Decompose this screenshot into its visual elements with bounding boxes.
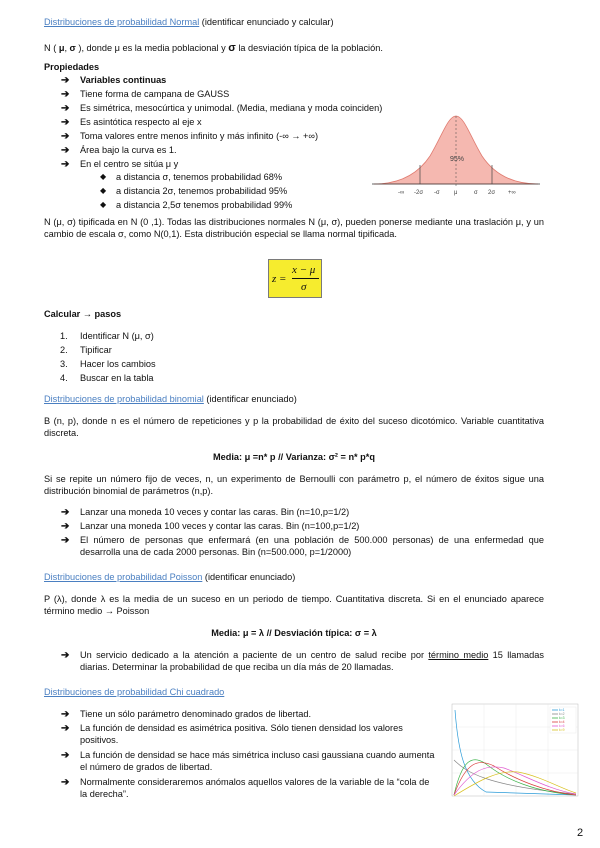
poisson-heading: Distribuciones de probabilidad Poisson (identificar enunciado) — [44, 572, 296, 582]
poisson-media-desviacion: Media: μ = λ // Desviación típica: σ = λ — [211, 628, 377, 638]
step-item: Hacer los cambios — [80, 359, 156, 369]
step-item: Identificar N (μ, σ) — [80, 331, 154, 341]
normal-heading-link[interactable]: Distribuciones de probabilidad Normal — [44, 17, 200, 27]
binomial-example-item: Lanzar una moneda 10 veces y contar las caras. Bin (n=10,p=1/2) — [80, 507, 350, 517]
binomial-bernoulli-paragraph: Si se repite un número fijo de veces, n, un experimento de Bernoulli con parámetro p, el número de éxitos sigue una distribución binomial de parámetros (n,p). — [44, 474, 544, 496]
property-item: Tiene forma de campana de GAUSS — [80, 89, 230, 99]
chi-legend — [550, 707, 576, 733]
arrow-icon: ➔ — [61, 507, 70, 518]
chi-item: La función de densidad es asimétrica positiva. Sólo tienen densidad los valores positivos. — [80, 723, 403, 745]
svg-text:k=6: k=6 — [559, 724, 565, 729]
arrow-icon: ➔ — [61, 650, 70, 661]
curve-axis-label: σ — [474, 190, 478, 196]
chi-item: Normalmente consideraremos anómalos aquellos valores de la variable de la “cola de la derecha”. — [80, 777, 430, 799]
arrow-icon: ➔ — [61, 521, 70, 532]
binomial-example-item: El número de personas que enfermará (en una población de 500.000 personas) de una enfermedad que desarrolla una de cada 2000 personas. Bin (n=500.000, p=1/2000) — [80, 535, 544, 557]
normal-heading: Distribuciones de probabilidad Normal (identificar enunciado y calcular) — [44, 17, 334, 27]
arrow-icon: ➔ — [61, 117, 70, 128]
curve-axis-label: +∞ — [508, 190, 516, 196]
arrow-icon: ➔ — [61, 535, 70, 546]
poisson-heading-link[interactable]: Distribuciones de probabilidad Poisson — [44, 572, 203, 582]
curve-label-95: 95% — [450, 156, 465, 163]
normal-curve-figure — [370, 108, 542, 198]
binomial-example-item: Lanzar una moneda 100 veces y contar las caras. Bin (n=100,p=1/2) — [80, 521, 360, 531]
curve-axis-label: -2σ — [414, 190, 424, 196]
chi-heading-link[interactable]: Distribuciones de probabilidad Chi cuadrado — [44, 687, 225, 697]
sub-property-item: a distancia σ, tenemos probabilidad 68% — [116, 172, 283, 182]
chi-square-figure — [446, 700, 582, 802]
svg-text:k=1: k=1 — [559, 708, 565, 713]
sub-property-item: a distancia 2σ, tenemos probabilidad 95% — [116, 186, 288, 196]
arrow-icon: ➔ — [61, 723, 70, 734]
arrow-icon: ➔ — [61, 750, 70, 761]
normal-definition: N ( μ, σ ), donde μ es la media poblacional y σ la desviación típica de la población. — [44, 42, 383, 54]
curve-axis-label: -∞ — [398, 190, 405, 196]
svg-text:k=4: k=4 — [559, 720, 565, 725]
step-item: Tipificar — [80, 345, 112, 355]
property-item: Es simétrica, mesocúrtica y unimodal. (Media, mediana y moda coinciden) — [80, 103, 383, 113]
property-item: Toma valores entre menos infinito y más infinito (-∞ → +∞) — [80, 131, 319, 141]
sub-property-item: a distancia 2,5σ tenemos probabilidad 99% — [116, 200, 293, 210]
binomial-definition: B (n, p), donde n es el número de repeticiones y p la probabilidad de éxito del suceso dicotómico. Variable cuantitativa discreta. — [44, 416, 544, 438]
arrow-icon: ➔ — [61, 159, 70, 170]
tipificada-paragraph: N (μ, σ) tipificada en N (0 ,1). Todas las distribuciones normales N (μ, σ), pueden ponerse mediante una traslación μ, y un cambio de escala σ, como N(0,1). Esta distribución especial se llama normal tipificada. — [44, 217, 544, 239]
document-page: Distribuciones de probabilidad Normal (identificar enunciado y calcular) N ( μ, σ ), donde μ es la media poblacional y σ la desviación típica de la población. Propiedades ➔ Variables continuas ➔ Tiene forma de campana de GAUSS ➔ Es simétrica, mesocúrtica y unimodal. (Media, mediana y moda coinciden) ➔ Es asintótica respecto al eje x ➔ Toma valores entre menos infinito y más infinito (-∞ → +∞) ➔ Área bajo la curva es 1. ➔ En el centro se sitúa μ y ◆ a distancia σ, tenemos probabilidad 68% ◆ a distancia 2σ, tenemos probabilidad 95% ◆ a distancia 2,5σ tenemos probabilidad 99% 95% -∞ -2σ -σ μ σ 2σ +∞ N (μ, σ) tipificada en N (0 ,1). Todas las distribuciones normales N (μ, σ), pueden ponerse mediante una traslación μ, y un cambio de escala σ, como N(0,1). Esta distribución especial se llama normal tipificada. z = x − μ σ Calcular → pasos 1. Identificar N (μ, σ) 2. Tipificar 3. Hacer los cambios 4. Buscar en la tabla Distribuciones de probabilidad binomial (identificar enunciado) B (n, p), donde n es el número de repeticiones y p la probabilidad de éxito del suceso dicotómico. Variable cuantitativa discreta. Media: μ =n* p // Varianza: σ² = n* p*q Si se repite un número fijo de veces, n, un experimento de Bernoulli con parámetro p, el número de éxitos sigue una distribución binomial de parámetros (n,p). ➔ Lanzar una moneda 10 veces y contar las caras. Bin (n=10,p=1/2) ➔ Lanzar una moneda 100 veces y contar las caras. Bin (n=100,p=1/2) ➔ El número de personas que enfermará (en una población de 500.000 personas) de una enfermedad que desarrolla una de cada 2000 personas. Bin (n=500.000, p=1/2000) Distribuciones de probabilidad Poisson (identificar enunciado) P (λ), donde λ es la media de un suceso en un periodo de tiempo. Cuantitativa discreta. Si en el enunciado aparece término medio → Poisson Media: μ = λ // Desviación típica: σ = λ ➔ Un servicio dedicado a la atención a paciente de un centro de salud recibe por término medio 15 llamadas diarias. Determinar la probabilidad de que reciba un día más de 20 llamadas. Distribuciones de probabilidad Chi cuadrado ➔ Tiene un sólo parámetro denominado grados de libertad. ➔ La función de densidad es asimétrica positiva. Sólo tienen densidad los valores positivos. ➔ La función de densidad se hace más simétrica incluso casi gaussiana cuando aumenta el número de grados de libertad. ➔ Normalmente consideraremos anómalos aquellos valores de la variable de la “cola de la derecha”. k=1 k=2 k=3 k=4 k=6 k=9 2 — [44, 17, 584, 839]
arrow-icon: ➔ — [61, 709, 70, 720]
page-number: 2 — [577, 827, 584, 839]
poisson-example: Un servicio dedicado a la atención a paciente de un centro de salud recibe por término medio 15 llamadas diarias. Determinar la probabilidad de que reciba un día más de 20 llamadas. — [80, 650, 544, 672]
arrow-icon: ➔ — [61, 131, 70, 142]
svg-text:k=3: k=3 — [559, 716, 565, 721]
diamond-bullet-icon: ◆ — [100, 200, 107, 209]
arrow-icon: ➔ — [61, 89, 70, 100]
property-item: En el centro se sitúa μ y — [80, 159, 179, 169]
curve-axis-label: μ — [454, 190, 458, 196]
poisson-definition: P (λ), donde λ es la media de un suceso en un periodo de tiempo. Cuantitativa discreta. Si en el enunciado aparece término medio → Poisson — [44, 594, 544, 616]
binomial-heading-link[interactable]: Distribuciones de probabilidad binomial — [44, 394, 204, 404]
diamond-bullet-icon: ◆ — [100, 186, 107, 195]
chi-item: La función de densidad se hace más simétrica incluso casi gaussiana cuando aumenta el número de grados de libertad. — [80, 750, 435, 772]
property-item: Es asintótica respecto al eje x — [80, 117, 202, 127]
property-item: Variables continuas — [80, 75, 167, 85]
svg-text:k=2: k=2 — [559, 712, 565, 717]
properties-title: Propiedades — [44, 62, 100, 72]
calc-title: Calcular → pasos — [44, 309, 122, 319]
chi-heading — [44, 687, 224, 699]
diamond-bullet-icon: ◆ — [100, 172, 107, 181]
arrow-icon: ➔ — [61, 103, 70, 114]
property-item: Área bajo la curva es 1. — [80, 145, 177, 155]
svg-text:k=9: k=9 — [559, 728, 565, 733]
step-item: Buscar en la tabla — [80, 373, 154, 383]
arrow-icon: ➔ — [61, 777, 70, 788]
z-formula: z = x − μ σ — [268, 259, 322, 298]
chi-item: Tiene un sólo parámetro denominado grados de libertad. — [80, 709, 312, 719]
arrow-icon: ➔ — [61, 145, 70, 156]
binomial-heading: Distribuciones de probabilidad binomial (identificar enunciado) — [44, 394, 297, 404]
curve-axis-label: -σ — [434, 190, 440, 196]
arrow-icon: ➔ — [61, 75, 70, 86]
binomial-media-varianza: Media: μ =n* p // Varianza: σ² = n* p*q — [212, 452, 375, 462]
curve-axis-label: 2σ — [488, 190, 496, 196]
